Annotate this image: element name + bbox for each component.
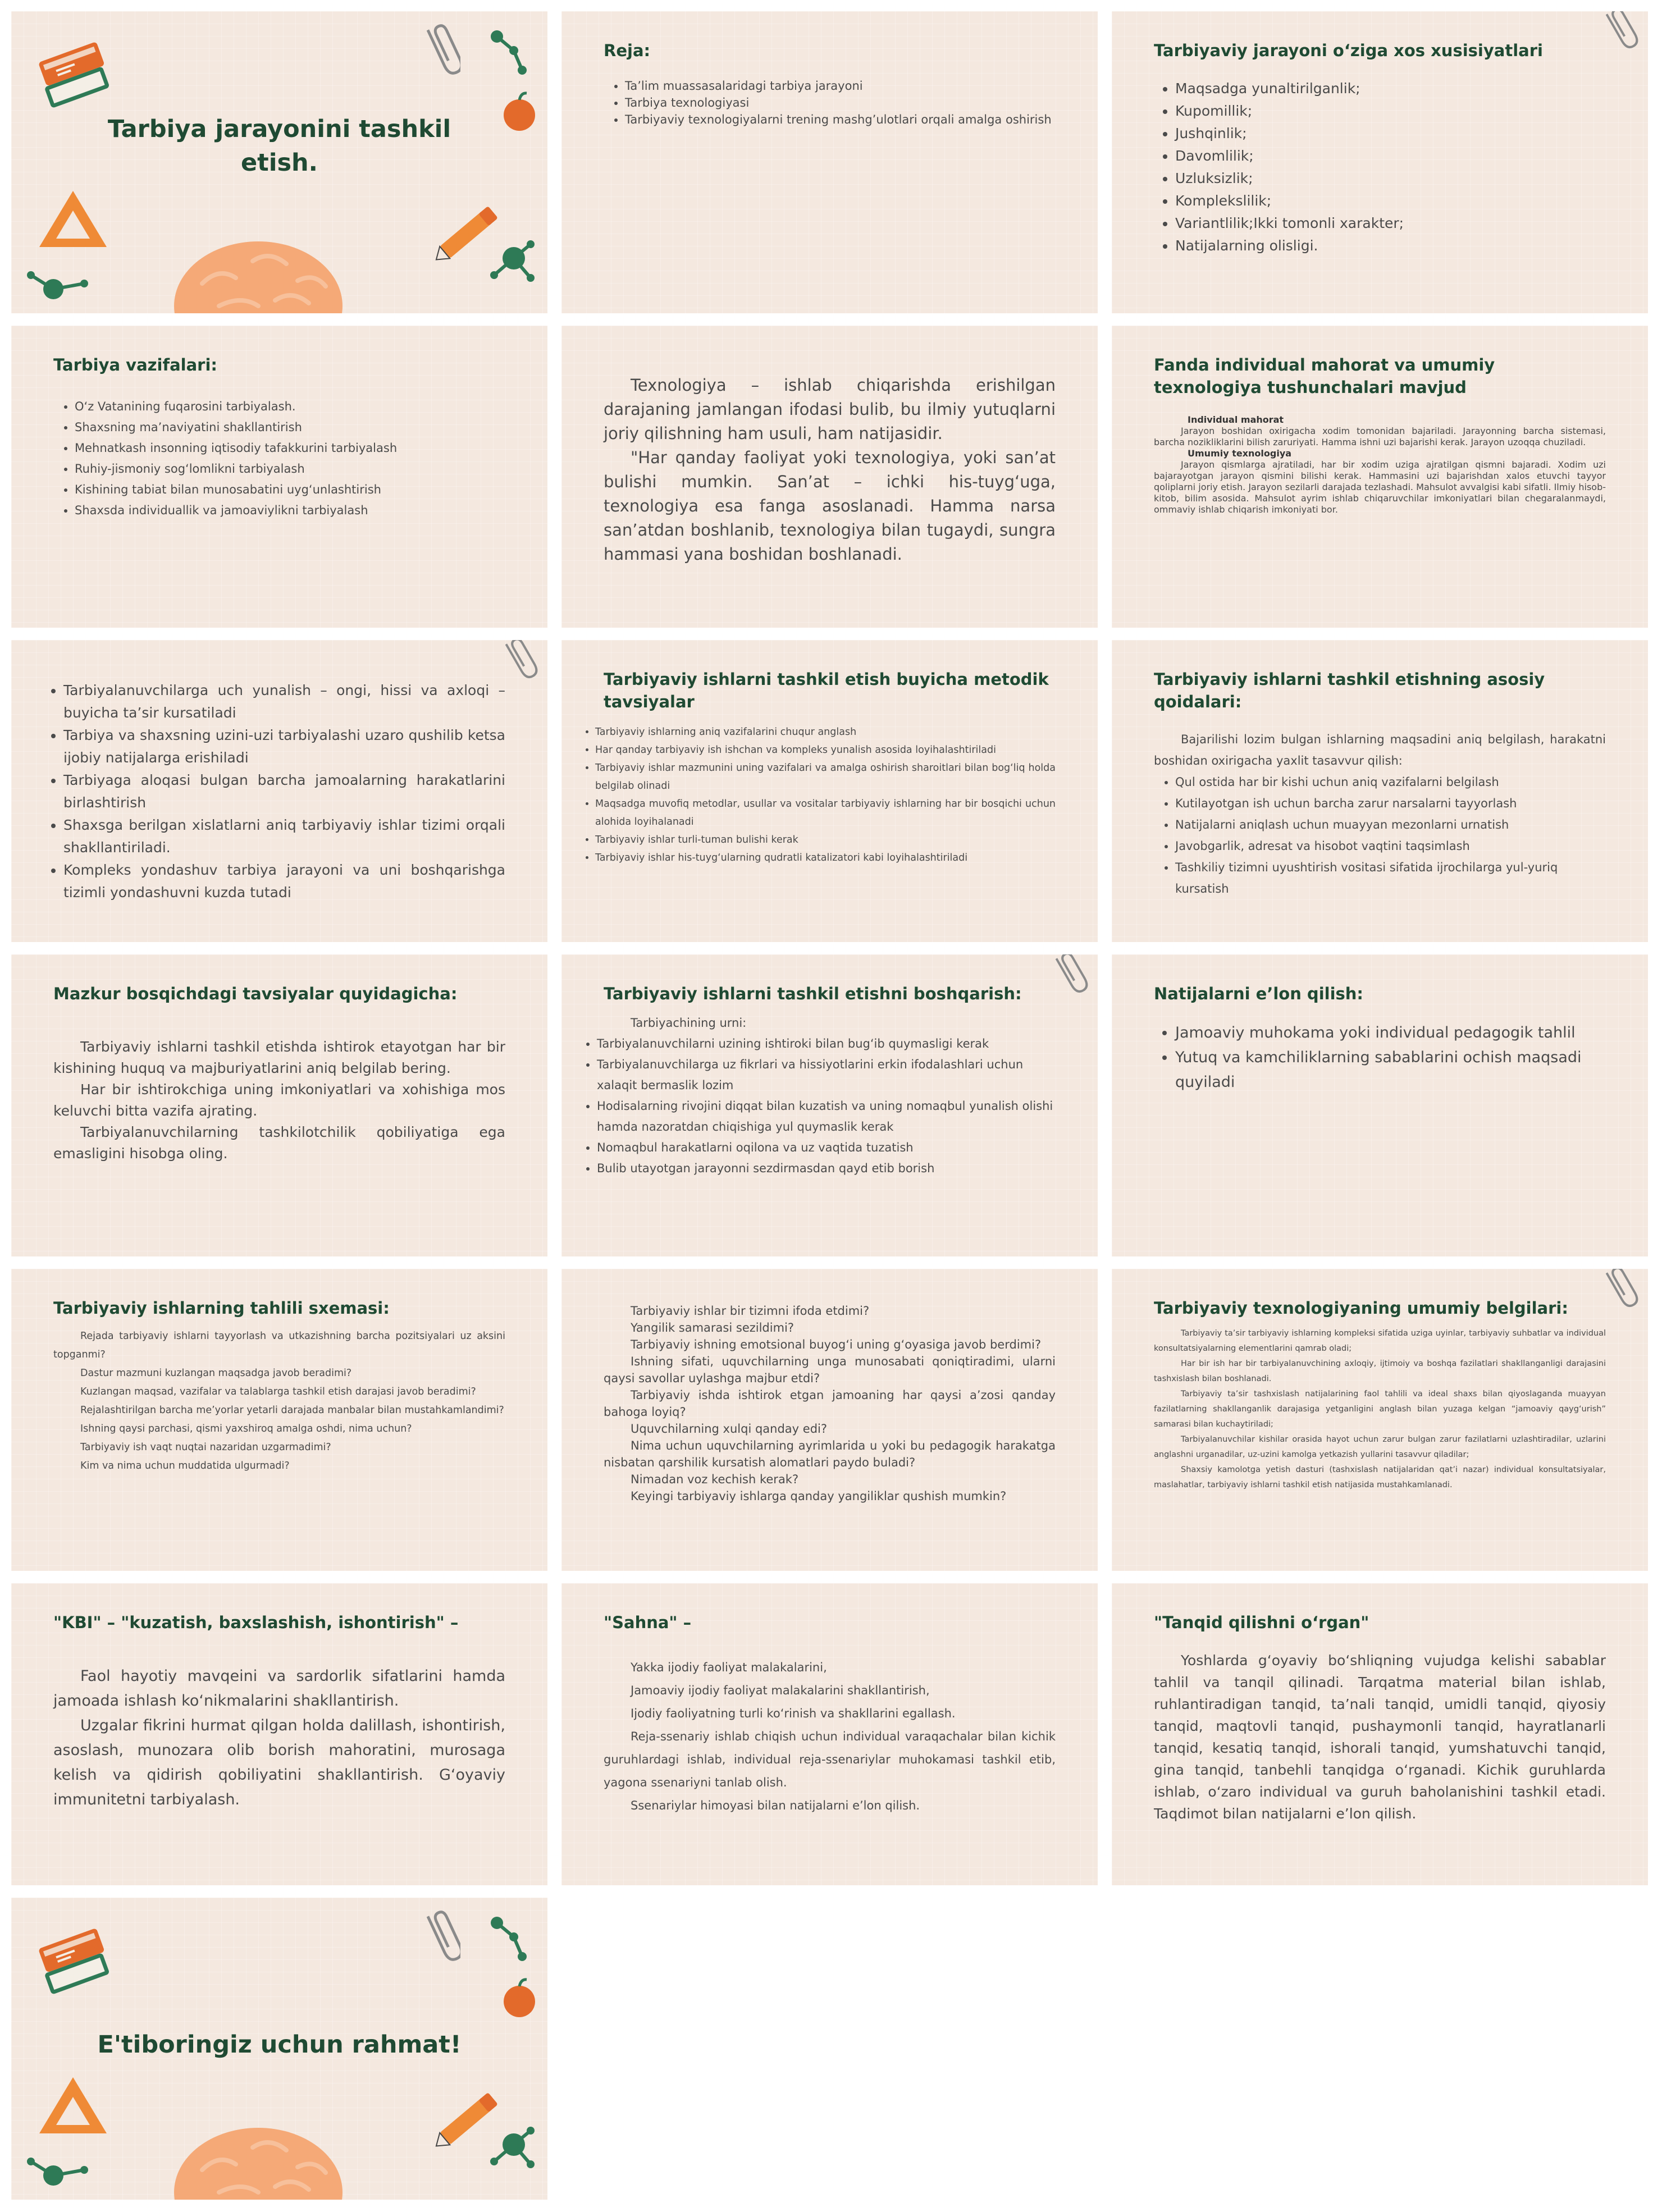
apple-icon — [500, 90, 539, 135]
list-item: • Tashkiliy tizimni uyushtirish vositasi sifatida ijrochilarga yul-yuriq kursatish — [1175, 857, 1606, 899]
paragraph: Ssenariylar himoyasi bilan natijalarni e’lon qilish. — [631, 1799, 920, 1812]
slide-heading: Natijalarni e’lon qilish: — [1154, 984, 1364, 1003]
paragraph: Tarbiyaviy ishlarni tashkil etishda ishtirok etayotgan har bir kishining huquq va majburiyatlarini aniq belgilab bering. — [53, 1039, 505, 1076]
slide-content — [1154, 668, 1606, 925]
bullet-list — [578, 723, 1056, 867]
presentation-title: Tarbiya jarayonini tashkil etish. — [107, 115, 451, 177]
paragraph: Nimadan voz kechish kerak? — [631, 1473, 799, 1486]
list-item: • Tarbiyaviy ishlar his-tuyg‘ularning qudratli katalizatori kabi loyihalashtiriladi — [595, 849, 1056, 867]
molecule-icon — [483, 1909, 539, 1965]
paragraph: Ijodiy faoliyatning turli ko‘rinish va shakllarini egallash. — [631, 1707, 956, 1720]
bullet-list — [1154, 1021, 1606, 1095]
paragraph: Faol hayotiy mavqeini va sardorlik sifatlarini hamda jamoada ishlash ko‘nikmalarini shakllantirish. — [53, 1667, 505, 1710]
slide-heading: Fanda individual mahorat va umumiy texnologiya tushunchalari mavjud — [1154, 355, 1495, 397]
slide-closing — [11, 1898, 547, 2200]
bullet-list — [1154, 77, 1606, 257]
list-item: • Tarbiya va shaxsning uzini-uzi tarbiyalashi uzaro qushilib ketsa ijobiy natijalarga erishiladi — [63, 724, 505, 769]
text-block — [53, 1664, 505, 1812]
list-item: • Kompleks yondashuv tarbiya jarayoni va uni boshqarishga tizimli yondashuvni kuzda tutadi — [63, 859, 505, 904]
paragraph: Har bir ishtirokchiga uning imkoniyatlari va xohishiga mos keluvchi bitta vazifa ajrating. — [53, 1081, 505, 1119]
paragraph: Nima uchun uquvchilarning ayrimlarida u yoki bu pedagogik harakatga nisbatan qarshilik kursatish alomatlari paydo buladi? — [604, 1439, 1056, 1469]
slide-heading: Tarbiya vazifalari: — [53, 355, 218, 374]
slide-content — [604, 1611, 1056, 1868]
text-block — [53, 1036, 505, 1164]
slide-tahlil-sxemasi — [11, 1269, 547, 1571]
paperclip-icon — [427, 20, 460, 81]
list-item: • Tarbiyalanuvchilarga uch yunalish – ongi, hissi va axloqi – buyicha ta’sir kursatiladi — [63, 679, 505, 724]
paragraph: Tarbiyaviy ishlar bir tizimni ifoda etdimi? — [631, 1304, 870, 1318]
paragraph: Uzgalar fikrini hurmat qilgan holda dalillash, ishontirish, asoslash, munozara olib borish mahoratini, murosaga kelish va qidirish qobiliyatini shakllantirish. G‘oyaviy immunitetni tarbiyalash. — [53, 1717, 505, 1808]
paperclip-icon — [1606, 1269, 1640, 1315]
slide-reja — [561, 11, 1098, 313]
paragraph: Har bir ish har bir tarbiyalanuvchining axloqiy, ijtimoiy va boshqa fazilatlari shakllanganligi darajasini tashxislash bilan boshlanadi. — [1154, 1359, 1606, 1383]
list-item: • Tarbiyaviy ishlar mazmunini uning vazifalari va amalga oshirish sharoitlari bilan bog‘liq holda belgilab olinadi — [595, 759, 1056, 795]
slide-content — [604, 373, 1056, 611]
slide-heading: Tarbiyaviy ishlarni tashkil etishni boshqarish: — [604, 984, 1022, 1003]
slide-tarbiya-yunalish — [11, 640, 547, 942]
list-item: • Mehnatkash insonning iqtisodiy tafakkurini tarbiyalash — [75, 438, 505, 459]
slide-content — [1154, 39, 1606, 296]
slide-heading: Tarbiyaviy jarayoni o‘ziga xos xusisiyatlari — [1154, 41, 1543, 60]
bullet-list — [581, 1034, 1056, 1179]
paragraph: Jarayon qismlarga ajratiladi, har bir xodim uziga ajratilgan qismni bajaradi. Xodim uzi bajarayotgan jarayon qismini bilishi kerak. Hammasini uzi bajarishdan xalos etuvchi tayyor qoliplarni joriy etish. Jarayon sezilarli darajada tezlashadi. Mahsulot avvalgisi kabi sifatli. Ilmiy hisob-kitob, bilim asosida. Mahsulot ayrim ishlab chiqaruvchilar imkoniyatlari bilan chegaralanmaydi, ommaviy ishlab chiqarish imkoniyati bor. — [1154, 459, 1606, 515]
slide-kbi — [11, 1583, 547, 1885]
slide-content — [53, 354, 505, 611]
molecule-icon — [483, 22, 539, 79]
paperclip-icon — [1606, 11, 1640, 56]
paperclip-icon — [505, 640, 539, 686]
paragraph: Keyingi tarbiyaviy ishlarga qanday yangiliklar qushish mumkin? — [631, 1489, 1007, 1503]
slide-heading: Reja: — [604, 41, 651, 60]
list-item: • Tarbiyalanuvchilarni uzining ishtiroki bilan bug‘ib quymasligi kerak — [597, 1034, 1056, 1054]
list-item: • Tarbiyaga aloqasi bulgan barcha jamoalarning harakatlarini birlashtirish — [63, 769, 505, 814]
paragraph: Jamoaviy ijodiy faoliyat malakalarini shakllantirish, — [631, 1684, 930, 1697]
molecule-icon — [22, 258, 95, 313]
book-stack-icon — [28, 28, 124, 124]
list-item: • Jushqinlik; — [1175, 122, 1606, 145]
molecule-icon — [22, 2145, 95, 2200]
slide-content — [53, 982, 505, 1240]
slide-content — [53, 1611, 505, 1868]
list-item: • Bulib utayotgan jarayonni sezdirmasdan qayd etib borish — [597, 1158, 1056, 1179]
text-block — [1154, 414, 1606, 515]
paragraph: Tarbiyaviy ta’sir tarbiyaviy ishlarning kompleksi sifatida uziga uyinlar, tarbiyaviy suhbatlar va individual konsultatsiyalarning elementlarini qamrab oladi; — [1154, 1329, 1606, 1353]
slide-heading: "Sahna" – — [604, 1613, 692, 1632]
slide-xususiyatlar — [1112, 11, 1648, 313]
intro-text: Bajarilishi lozim bulgan ishlarning maqsadini aniq belgilash, harakatni boshidan oxirigacha yaxlit tasavvur qilish: — [1154, 733, 1606, 767]
list-item: • Davomlilik; — [1175, 145, 1606, 167]
paragraph: Tarbiyaviy ishning emotsional buyog‘i uning g‘oyasiga javob berdimi? — [631, 1338, 1042, 1351]
brain-icon — [168, 2119, 348, 2200]
bullet-list — [42, 679, 505, 904]
paragraph: Yoshlarda g‘oyaviy bo‘shliqning vujudga kelishi sabablar tahlil va tanqil qilinadi. Tarqatma material bilan ishlab, ruhlantiradigan tanqid, ta’nali tanqid, umidli tanqid, qiyosiy tanqid, maqtovli tanqid, pushaymonli tanqid, hayratlanarli tanqid, kesatiq tanqid, ishorali tanqid, yumshatuvchi tanqid, gina tanqid, tanbehli tanqidga o‘rganadi. Kichik guruhlarda ishlab, o‘zaro individual va guruh baholanishini tashkil etadi. Taqdimot bilan natijalarni e’lon qilish. — [1154, 1652, 1606, 1822]
intro-text: Tarbiyachining urni: — [631, 1016, 747, 1030]
ruler-triangle-icon — [28, 2066, 118, 2145]
slide-content — [1154, 1297, 1606, 1554]
text-block — [604, 1656, 1056, 1817]
paperclip-icon — [1056, 954, 1089, 1000]
paragraph: Rejalashtirilgan barcha me’yorlar yetarli darajada manbalar bilan mustahkamlandimi? — [80, 1405, 504, 1416]
paragraph: Tarbiyaviy ishda ishtirok etgan jamoaning har qaysi a’zosi qanday bahoga loyiq? — [604, 1388, 1056, 1419]
slide-content — [604, 1302, 1056, 1554]
paragraph: Texnologiya – ishlab chiqarishda erishilgan darajaning jamlangan ifodasi bulib, bu ilmiy yutuqlarni joriy qilishning ham usuli, ham natijasidir. — [604, 376, 1056, 443]
list-item: • Tarbiyaviy ishlarning aniq vazifalarini chuqur anglash — [595, 723, 1056, 741]
list-item: • Tarbiyaviy ishlar turli-tuman bulishi kerak — [595, 831, 1056, 849]
slide-individual-mahorat — [1112, 326, 1648, 628]
ruler-triangle-icon — [28, 180, 118, 258]
text-block — [53, 1327, 505, 1475]
paragraph: Tarbiyalanuvchilarning tashkilotchilik qobiliyatiga ega emasligini hisobga oling. — [53, 1124, 505, 1162]
paragraph: Uquvchilarning xulqi qanday edi? — [631, 1422, 828, 1436]
paragraph: Jarayon boshidan oxirigacha xodim tomonidan bajariladi. Jarayonning barcha sistemasi, barcha nozikliklarini bilish zaruriyati. Hamma ishni uzi bajarishi kerak. Jarayon uzoqqa chuziladi. — [1154, 426, 1606, 447]
slide-content — [604, 39, 1056, 296]
brain-icon — [168, 233, 348, 313]
slide-heading: Tarbiyaviy ishlarni tashkil etishning asosiy qoidalari: — [1154, 670, 1545, 711]
list-item: • Shaxsda individuallik va jamoaviylikni tarbiyalash — [75, 500, 505, 521]
bullet-list — [604, 77, 1056, 128]
list-item: • Nomaqbul harakatlarni oqilona va uz vaqtida tuzatish — [597, 1137, 1056, 1158]
list-item: • Kutilayotgan ish uchun barcha zarur narsalarni tayyorlash — [1175, 793, 1606, 814]
slide-vazifalar — [11, 326, 547, 628]
list-item: • Natijalarni aniqlash uchun muayyan mezonlarni urnatish — [1175, 814, 1606, 835]
list-item: • Tarbiya texnologiyasi — [625, 94, 1056, 111]
slide-metodik-tavsiyalar — [561, 640, 1098, 942]
list-item: • Qul ostida har bir kishi uchun aniq vazifalarni belgilash — [1175, 771, 1606, 793]
list-item: • Kishining tabiat bilan munosabatini uyg‘unlashtirish — [75, 479, 505, 500]
paragraph: "Har qanday faoliyat yoki texnologiya, yoki san’at bulishi mumkin. San’at – ichki his-tuyg‘uga, texnologiya esa fanga asoslanadi. Hamma narsa san’atdan boshlanib, texnologiya bilan tugaydi, sungra hammasi yana boshidan boshlanadi. — [604, 448, 1056, 564]
slide-umumiy-belgilar — [1112, 1269, 1648, 1571]
slide-asosiy-qoidalar — [1112, 640, 1648, 942]
text-block — [1154, 1649, 1606, 1825]
list-item: • Har qanday tarbiyaviy ish ishchan va kompleks yunalish asosida loyihalashtiriladi — [595, 741, 1056, 759]
slide-heading: Tarbiyaviy texnologiyaning umumiy belgilari: — [1154, 1299, 1568, 1318]
slide-title — [11, 11, 547, 313]
paragraph: Yakka ijodiy faoliyat malakalarini, — [631, 1661, 827, 1674]
list-item: • Natijalarning olisligi. — [1175, 235, 1606, 257]
slide-heading: Mazkur bosqichdagi tavsiyalar quyidagicha: — [53, 984, 458, 1003]
paragraph: Tarbiyaviy ta’sir tashxislash natijalarining faol tahlili va ideal shaxs bilan qiyoslaganda muayyan fazilatlarning shakllanganlik darajasiga yetganligini anglash bilan yuzaga kelgan “jamoaviy qayg‘urish” samarasi bilan kuchaytiriladi; — [1154, 1390, 1606, 1429]
book-stack-icon — [28, 1914, 124, 2010]
paragraph: Tarbiyaviy ish vaqt nuqtai nazaridan uzgarmadimi? — [80, 1442, 331, 1453]
list-item: • Maqsadga muvofiq metodlar, usullar va vositalar tarbiyaviy ishlarning har bir bosqichi uchun alohida loyihalanadi — [595, 795, 1056, 831]
molecule-icon — [483, 236, 545, 309]
paragraph: Reja-ssenariy ishlab chiqish uchun individual varaqachalar bilan kichik guruhlardagi ishlab, individual reja-ssenariylar muhokamasi tashkil etib, yagona ssenariyni tanlab olish. — [604, 1730, 1056, 1789]
closing-title: E'tiboringiz uchun rahmat! — [97, 2031, 462, 2059]
list-item: • Ta’lim muassasalaridagi tarbiya jarayoni — [625, 77, 1056, 94]
slide-content — [1154, 354, 1606, 611]
list-item: • O‘z Vatanining fuqarosini tarbiyalash. — [75, 396, 505, 417]
paragraph: Rejada tarbiyaviy ishlarni tayyorlash va utkazishning barcha pozitsiyalari uz aksini topganmi? — [53, 1331, 505, 1360]
list-item: • Ruhiy-jismoniy sog‘lomlikni tarbiyalash — [75, 459, 505, 479]
list-item: • Hodisalarning rivojini diqqat bilan kuzatish va uning nomaqbul yunalish olishi hamda nazoratdan chiqishiga yul quymaslik kerak — [597, 1096, 1056, 1137]
slide-heading: Tarbiyaviy ishlarni tashkil etish buyicha metodik tavsiyalar — [604, 670, 1049, 711]
slide-content — [1154, 982, 1606, 1240]
slide-content — [53, 1297, 505, 1554]
subheading: Individual mahorat — [1188, 414, 1284, 425]
bullet-list — [53, 396, 505, 521]
slide-content — [1154, 1611, 1606, 1868]
slide-heading: "Tanqid qilishni o‘rgan" — [1154, 1613, 1369, 1632]
list-item: • Shaxsga berilgan xislatlarni aniq tarbiyaviy ishlar tizimi orqali shakllantiriladi. — [63, 814, 505, 859]
slide-sahna — [561, 1583, 1098, 1885]
slide-content — [42, 679, 505, 925]
slide-tanqid — [1112, 1583, 1648, 1885]
list-item: • Yutuq va kamchiliklarning sabablarini ochish maqsadi quyiladi — [1175, 1045, 1606, 1095]
list-item: • Variantlilik;Ikki tomonli xarakter; — [1175, 212, 1606, 235]
list-item: • Maqsadga yunaltirilganlik; — [1175, 77, 1606, 100]
list-item: • Jamoaviy muhokama yoki individual pedagogik tahlil — [1175, 1021, 1606, 1045]
paragraph: Ishning sifati, uquvchilarning unga munosabati qoniqtiradimi, ularni qaysi savollar uylashga majbur etdi? — [604, 1355, 1056, 1385]
paperclip-icon — [427, 1906, 460, 1968]
list-item: • Tarbiyalanuvchilarga uz fikrlari va hissiyotlarini erkin ifodalashlari uchun xalaqit bermaslik lozim — [597, 1054, 1056, 1096]
molecule-icon — [483, 2122, 545, 2195]
paragraph: Ishning qaysi parchasi, qismi yaxshiroq amalga oshdi, nima uchun? — [80, 1423, 412, 1434]
paragraph: Yangilik samarasi sezildimi? — [631, 1321, 795, 1334]
apple-icon — [500, 1976, 539, 2021]
paragraph: Tarbiyalanuvchilar kishilar orasida hayot uchun zarur bulgan zarur fazilatlarni uzlashtiradilar, uzlarini anglashni urganadilar, uz-uzini kamolga yetkazish yullarini tasavvur qiladilar; — [1154, 1435, 1606, 1459]
slide-natijalar-elon — [1112, 954, 1648, 1256]
list-item: • Kupomillik; — [1175, 100, 1606, 122]
slide-tahlil-savollar — [561, 1269, 1098, 1571]
slide-heading: "KBI" – "kuzatish, baxslashish, ishontirish" – — [53, 1613, 459, 1632]
text-block — [1154, 1326, 1606, 1493]
list-item: • Uzluksizlik; — [1175, 167, 1606, 190]
paragraph: Kuzlangan maqsad, vazifalar va talablarga tashkil etish darajasi javob beradimi? — [80, 1386, 476, 1397]
paragraph: Dastur mazmuni kuzlangan maqsadga javob beradimi? — [80, 1368, 352, 1379]
subheading: Umumiy texnologiya — [1188, 448, 1292, 459]
list-item: • Tarbiyaviy texnologiyalarni trening mashg’ulotlari orqali amalga oshirish — [625, 111, 1056, 128]
slide-heading: Tarbiyaviy ishlarning tahlili sxemasi: — [53, 1299, 390, 1318]
slide-texnologiya — [561, 326, 1098, 628]
slide-mazkur-bosqich — [11, 954, 547, 1256]
list-item: • Komplekslilik; — [1175, 190, 1606, 212]
slide-boshqarish — [561, 954, 1098, 1256]
bullet-list — [1154, 771, 1606, 899]
slide-content — [597, 982, 1056, 1240]
paragraph: Shaxsiy kamolotga yetish dasturi (tashxislash natijalaridan qat’i nazar) individual konsultatsiyalar, maslahatlar, tarbiyaviy ishlarni tashkil etish natijasida mustahkamlanadi. — [1154, 1465, 1606, 1489]
list-item: • Javobgarlik, adresat va hisobot vaqtini taqsimlash — [1175, 835, 1606, 857]
slide-content — [595, 668, 1056, 925]
list-item: • Shaxsning ma’naviyatini shakllantirish — [75, 417, 505, 438]
paragraph: Kim va nima uchun muddatida ulgurmadi? — [80, 1460, 290, 1471]
